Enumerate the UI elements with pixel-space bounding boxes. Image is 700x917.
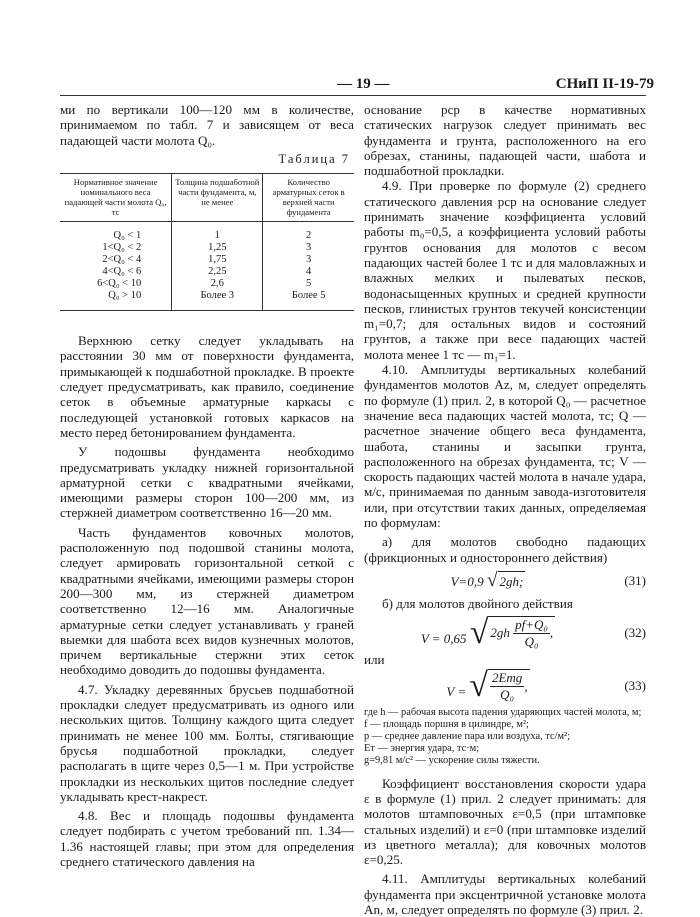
- definition-line: p — среднее давление пара или воздуха, тс/м²;: [364, 731, 571, 742]
- sqrt-body: 2gh $\frac{\text{pf+Q₀}}{\text{Q₀}}$ ,: [490, 617, 554, 649]
- formula-number: (32): [624, 624, 646, 640]
- header-rule: [60, 95, 646, 96]
- table-row: [60, 278, 354, 290]
- paragraph: основание pср в качестве нормативных статических нагрузок следует принимать вес фундамента и грунта, расположенного на его обрезах, станины, падающей части, шабота и подшаботной прокладки.: [364, 102, 646, 179]
- table-7: [60, 173, 354, 311]
- table-row: [60, 290, 354, 311]
- table-cell: 1,75: [172, 254, 263, 266]
- formula-33: [364, 666, 646, 704]
- table-cell: 6<Q₀ < 10: [97, 278, 142, 290]
- paragraph-4-11: 4.11. Амплитуды вертикальных колебаний фундамента при эксцентричной установке молота An, м, следует определять по формуле (3) прил. 2.: [364, 871, 646, 917]
- table-cell: 1,25: [172, 242, 263, 254]
- table-cell: Q₀ < 1: [113, 230, 142, 242]
- formula-lhs: V = 0,65: [420, 630, 467, 646]
- sqrt-sign: √ 2gh $\frac{\text{pf+Q₀}}{\text{Q₀}}$ ,: [469, 613, 554, 651]
- or-text: или: [364, 651, 385, 667]
- table-caption: Таблица 7: [278, 151, 350, 166]
- paragraph-4-10: 4.10. Амплитуды вертикальных колебаний фундаментов молотов Az, м, следует определять по формуле (1) прил. 2, в которой Q₀ — расчетное значение веса падающих частей молота, тс; Q — расчетное значение общего веса фундамента, шабота, станины и засыпки грунта, расположенного на обрезах фундамента, тс; V — скорость падающих частей молота в начале удара, м/с, принимаемая по данным завода-изготовителя или, при отсутствии таких данных, определяемая по формулам:: [364, 362, 646, 531]
- table-row: [60, 254, 354, 266]
- table-cell: 1<Q₀ < 2: [102, 242, 142, 254]
- paragraph: Часть фундаментов ковочных молотов, расположенную под подошвой станины молота, следует армировать горизонтальной сеткой с квадратными ячейками, имеющими размеры сторон 200—300 мм, из стержней диаметром соответственно 12—16 мм. Аналогичные арматурные сетки следует устанавливать у граней выемки для шабота всех видов кузнечных молотов, причем вертикальные стержни этих сеток необходимо доводить до подошвы фундамента.: [60, 524, 354, 678]
- paragraph-4-9: 4.9. При проверке по формуле (2) среднего статического давления pср на основание следует принимать значение коэффициента условий работы m₀=0,5, а коэффициента условий работы грунтов основания для молотов с весом падающих частей более 1 тс и для маловлажных и влажных мелких и пылеватых песков, водонасыщенных крупных и средней крупности песков, глинистых грунтов текучей консистенции m₁=0,7; для остальных видов и состояний грунтов, а также при весе падающих частей молота менее 1 тс — m₁=1.: [364, 178, 646, 362]
- formula-expression: [364, 666, 612, 704]
- formula-lhs: V =: [446, 683, 467, 699]
- table-cell: 3: [263, 254, 354, 266]
- sqrt-body: $\frac{\text{2Eтg}}{\text{Q₀}}$ ,: [488, 669, 530, 703]
- formula-expression: [364, 613, 612, 651]
- table-row: [60, 242, 354, 254]
- table-row: [60, 222, 354, 243]
- table-cell: Более 5: [263, 290, 354, 311]
- table-cell: 4: [263, 266, 354, 278]
- table-cell: 4<Q₀ < 6: [102, 266, 142, 278]
- table-row: [60, 266, 354, 278]
- definition-line: g=9,81 м/с² — ускорение силы тяжести.: [364, 755, 540, 767]
- formula-term: 2gh: [490, 625, 510, 641]
- fraction-numerator: pf+Q₀: [515, 617, 548, 633]
- paragraph-4-8: 4.8. Вес и площадь подошвы фундамента следует подбирать с учетом требований пп. 1.34—1.36 настоящей главы; при этом для определения среднего статического давления на: [60, 808, 354, 869]
- definition-line: f — площадь поршня в цилиндре, м²;: [364, 718, 529, 730]
- fraction-denominator: Q₀: [524, 633, 539, 649]
- sqrt-body: 2gh;: [498, 571, 526, 591]
- table-cell: 1: [172, 222, 263, 243]
- paragraph: У подошвы фундамента необходимо предусматривать укладку нижней горизонтальной арматурной сетки с квадратными ячейками, имеющими размеры сторон 100—200 мм, из стержней диаметром соответственно 16—20 мм.: [60, 444, 354, 521]
- fraction-denominator: Q₀: [500, 686, 515, 702]
- table-cell: Q₀ > 10: [60, 290, 172, 311]
- page-number: — 19 —: [337, 76, 390, 92]
- paragraph: Верхнюю сетку следует укладывать на расстоянии 30 мм от поверхности фундамента, примыкающей к подшаботной прокладке. В проекте следует предусматривать, как правило, соединение сеток в объемные арматурные каркасы с последующей установкой готовых каркасов на место перед бетонированием фундамента.: [60, 333, 354, 440]
- paragraph: ми по вертикали 100—120 мм в количестве, принимаемом по табл. 7 и зависящем от веса падающей части молота Q₀.: [60, 102, 354, 148]
- paragraph: Коэффициент восстановления скорости удара ε в формуле (1) прил. 2 следует принимать: для молотов штамповочных ε=0,5 (при штамповке стальных изделий) и ε=0 (при штамповке изделий из цветного металла); для ковочных молотов ε=0,25.: [364, 775, 646, 868]
- formula-number: (33): [624, 678, 646, 694]
- formula-32: [364, 613, 646, 651]
- table-header-cell: Толщина подшаботной части фундамента, м, не менее: [172, 174, 263, 222]
- paragraph: а) для молотов свободно падающих (фрикционных и одностороннего действия): [364, 534, 646, 565]
- formula-lhs: V=0,9: [450, 573, 484, 589]
- fraction: [513, 617, 550, 649]
- right-column: [364, 102, 646, 917]
- document-code: СНиП II-19-79: [555, 76, 654, 92]
- symbol-definitions: [364, 707, 646, 768]
- table-cell: 2,25: [172, 266, 263, 278]
- table-cell: Более 3: [172, 290, 263, 311]
- fraction: [490, 670, 524, 702]
- definition-line: Eт — энергия удара, тс·м;: [364, 743, 480, 755]
- left-column: [60, 102, 354, 869]
- definition-line: где h — рабочая высота падения ударяющих частей молота, м;: [364, 706, 642, 718]
- table-cell: 2: [263, 222, 354, 243]
- table-cell: 3: [263, 242, 354, 254]
- paragraph: б) для молотов двойного действия: [382, 596, 573, 612]
- table-cell: 2<Q₀ < 4: [102, 254, 142, 266]
- table-header-cell: Нормативное значение номинального веса падающей части молота Q₀, тс: [60, 174, 172, 222]
- table-cell: 5: [263, 278, 354, 290]
- fraction-numerator: 2Eтg: [491, 670, 523, 686]
- formula-expression: [364, 571, 612, 591]
- table-cell: 2,6: [172, 278, 263, 290]
- sqrt-sign: √ $\frac{\text{2Eтg}}{\text{Q₀}}$ ,: [469, 666, 528, 704]
- paragraph-4-7: 4.7. Укладку деревянных брусьев подшаботной прокладки следует предусматривать из одного или нескольких щитов. Толщину каждого щита следует принимать не менее 100 мм. Болты, стягивающие брусья подшаботной прокладки, следует располагать в щите через 0,5—1 м. При устройстве прокладки из нескольких щитов последние следует укладывать крест-накрест.: [60, 681, 354, 804]
- table-header-cell: Количество арматурных сеток в верхней части фундамента: [263, 174, 354, 222]
- sqrt-sign: √ 2gh;: [486, 569, 524, 591]
- table-7-wrap: [60, 173, 354, 311]
- formula-number: (31): [624, 573, 646, 588]
- formula-31: [364, 571, 646, 591]
